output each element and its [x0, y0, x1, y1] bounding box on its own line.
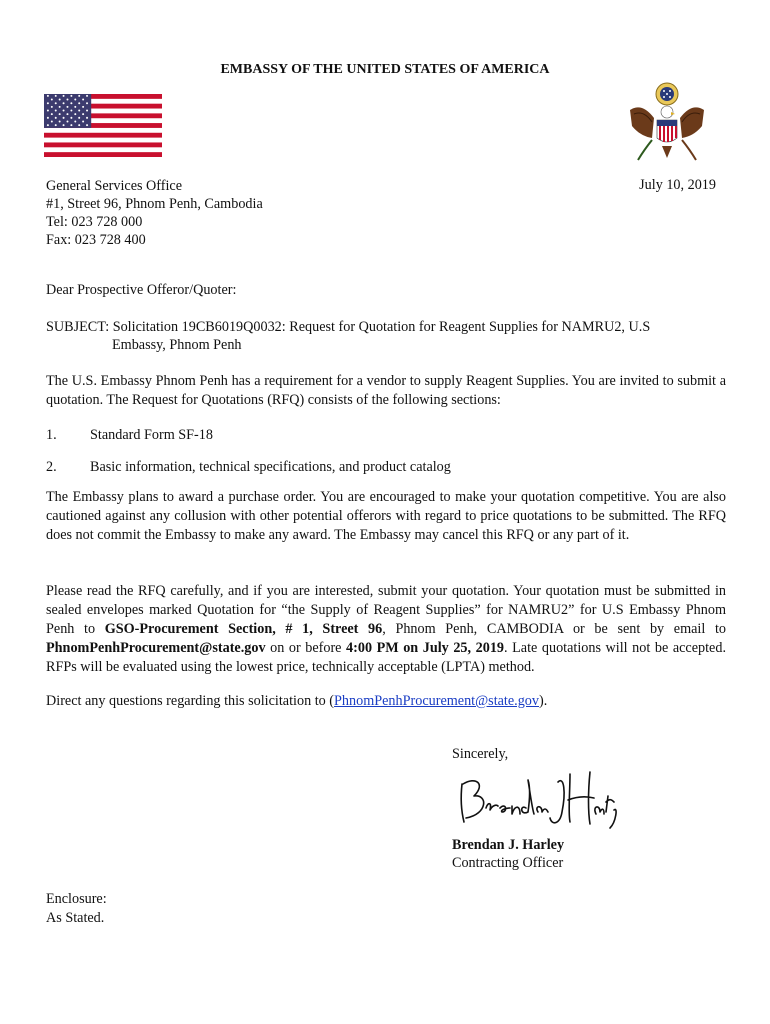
flag-star [82, 99, 84, 101]
flag-star [74, 99, 76, 101]
list-item [46, 426, 213, 444]
list-item [46, 458, 451, 476]
flag-star [47, 124, 49, 126]
flag-star [66, 99, 68, 101]
flag-star [70, 124, 72, 126]
flag-star [70, 95, 72, 97]
flag-star [47, 117, 49, 119]
letter-date: July 10, 2019 [639, 177, 716, 193]
enclosure-value: As Stated. [46, 910, 105, 926]
flag-star [51, 120, 53, 122]
handwritten-signature [454, 762, 619, 832]
flag-star [82, 113, 84, 115]
flag-star [63, 109, 65, 111]
flag-star [86, 102, 88, 104]
flag-star [55, 109, 57, 111]
flag-star [74, 113, 76, 115]
flag-star [55, 102, 57, 104]
questions-paragraph [46, 692, 726, 711]
flag-star [59, 120, 61, 122]
questions-text: ). [539, 693, 548, 709]
submission-text: Please read the RFQ carefully, and if you are interested, submit your quotation. Your quotation must be submitted in sealed envelopes marked Quotation for “the Supply of Reagent Supplies” for NAMRU2” for U.S Embassy Phnom Penh to [46, 583, 726, 637]
flag-star [86, 124, 88, 126]
flag-star [86, 109, 88, 111]
flag-star [63, 102, 65, 104]
us-flag-icon [44, 94, 162, 157]
flag-star [47, 102, 49, 104]
questions-text: Direct any questions regarding this solicitation to ( [46, 693, 335, 709]
flag-star [82, 106, 84, 108]
procurement-email-link[interactable]: PhnomPenhProcurement@state.gov [334, 693, 539, 709]
flag-star [74, 106, 76, 108]
award-paragraph: The Embassy plans to award a purchase order. You are encouraged to make your quotation competitive. You are also cautioned against any collusion with other potential offerors with regard to price quotations to be submitted. The RFQ does not commit the Embassy to make any award. The Embassy may cancel this RFQ or any part of it. [46, 489, 726, 543]
submission-text: on or before [265, 640, 347, 656]
office-tel: Tel: 023 728 000 [46, 214, 143, 230]
flag-star [78, 109, 80, 111]
flag-star [63, 124, 65, 126]
subject-line-1: SUBJECT: Solicitation 19CB6019Q0032: Request for Quotation for Reagent Supplies for NAMRU2, U.S [46, 319, 651, 335]
flag-star [63, 95, 65, 97]
flag-star [66, 113, 68, 115]
embassy-title: EMBASSY OF THE UNITED STATES OF AMERICA [220, 62, 550, 77]
submission-text: , Phnom Penh, CAMBODIA or be sent by email to [382, 621, 726, 637]
sender-address-block [46, 177, 263, 249]
submission-text: . Late quotations will not be accepted. RFPs will be evaluated using the lowest price, technically acceptable (LPTA) method. [46, 640, 726, 675]
submission-deadline: 4:00 PM on July 25, 2019 [346, 640, 505, 656]
flag-star [59, 106, 61, 108]
flag-star [78, 124, 80, 126]
flag-star [70, 109, 72, 111]
signer-block [452, 836, 564, 872]
salutation: Dear Prospective Offeror/Quoter: [46, 282, 237, 298]
flag-star [66, 106, 68, 108]
flag-star [55, 117, 57, 119]
enclosure-block [46, 890, 107, 928]
flag-star [70, 117, 72, 119]
flag-star [51, 106, 53, 108]
flag-star [47, 109, 49, 111]
enclosure-label: Enclosure: [46, 891, 107, 907]
flag-star [55, 124, 57, 126]
flag-star [82, 120, 84, 122]
closing: Sincerely, [452, 746, 509, 762]
flag-star [63, 117, 65, 119]
list-item-number: 1. [46, 427, 57, 443]
flag-star [51, 113, 53, 115]
flag-star [59, 113, 61, 115]
submission-paragraph [46, 582, 726, 677]
list-item-text: Standard Form SF-18 [90, 427, 213, 443]
great-seal-icon [622, 80, 712, 168]
submission-email: PhnomPenhProcurement@state.gov [46, 640, 266, 656]
flag-star [55, 95, 57, 97]
flag-star [78, 117, 80, 119]
submission-address: GSO-Procurement Section, # 1, Street 96 [104, 621, 383, 637]
list-item-text: Basic information, technical specifications, and product catalog [90, 459, 451, 475]
flag-star [78, 95, 80, 97]
office-name: General Services Office [46, 178, 183, 194]
flag-star [47, 95, 49, 97]
subject-line-2: Embassy, Phnom Penh [112, 337, 242, 353]
flag-star [74, 120, 76, 122]
signer-title: Contracting Officer [452, 855, 564, 871]
flag-star [59, 99, 61, 101]
office-address: #1, Street 96, Phnom Penh, Cambodia [46, 196, 263, 212]
flag-star [78, 102, 80, 104]
signer-name: Brendan J. Harley [452, 837, 565, 853]
flag-star [66, 120, 68, 122]
office-fax: Fax: 023 728 400 [46, 232, 146, 248]
list-item-number: 2. [46, 459, 57, 475]
flag-star [51, 99, 53, 101]
flag-star [86, 95, 88, 97]
subject-line [46, 318, 726, 354]
flag-star [70, 102, 72, 104]
flag-star [86, 117, 88, 119]
intro-paragraph: The U.S. Embassy Phnom Penh has a requirement for a vendor to supply Reagent Supplies. You are invited to submit a quotation. The Request for Quotations (RFQ) consists of the following sections: [46, 373, 726, 408]
